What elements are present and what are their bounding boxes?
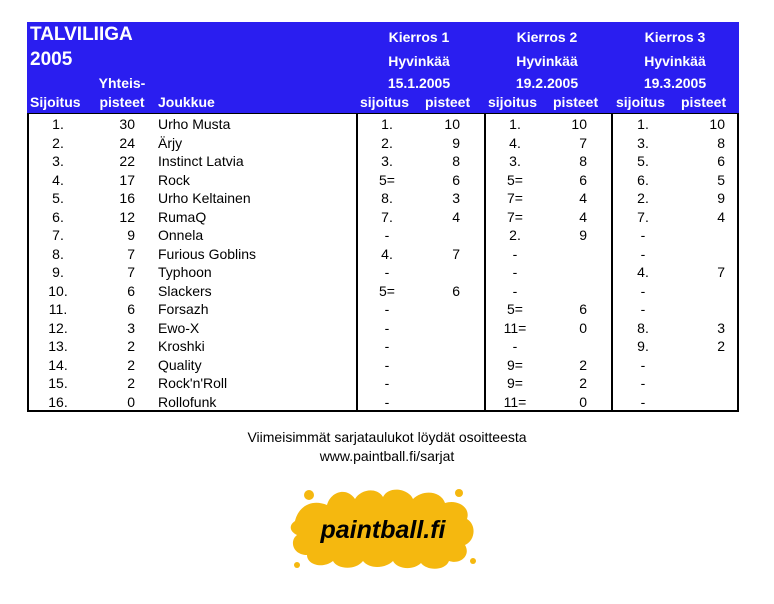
cell-rank: 12. — [48, 319, 68, 336]
cell-round-3-points: 4 — [717, 208, 725, 225]
cell-round-3-rank: - — [640, 375, 646, 391]
table-row — [29, 208, 737, 227]
cell-round-1-rank: 7. — [381, 208, 393, 225]
cell-round-3-rank: - — [640, 301, 646, 317]
cell-round-3-rank: - — [640, 282, 646, 299]
cell-team: Furious Goblins — [158, 245, 257, 262]
round-2-date: 19.2.2005 — [515, 75, 579, 91]
cell-team: Rollofunk — [158, 393, 217, 410]
round-3-rank-header: sijoitus — [616, 94, 666, 110]
cell-total-points: 22 — [119, 153, 135, 169]
cell-round-2-rank: 3. — [509, 153, 521, 169]
cell-team: Rock — [158, 171, 190, 188]
cell-round-2-points: 2 — [579, 375, 587, 391]
cell-team: Slackers — [158, 282, 212, 299]
cell-round-2-rank: 5= — [507, 301, 523, 317]
cell-rank: 10. — [48, 282, 68, 299]
table-row — [29, 134, 737, 153]
table-header — [27, 22, 739, 113]
cell-round-1-points: 6 — [452, 171, 460, 188]
cell-round-1-points: 9 — [452, 134, 460, 151]
table-row — [29, 115, 737, 134]
cell-round-1-rank: 8. — [381, 190, 393, 206]
cell-round-3-points: 7 — [717, 264, 725, 280]
cell-round-2-points: 0 — [579, 319, 587, 336]
cell-round-3-rank: 7. — [637, 208, 649, 225]
footer-line-1: Viimeisimmät sarjataulukot löydät osoitteesta — [247, 429, 527, 445]
cell-round-1-rank: - — [384, 338, 390, 354]
cell-team: Forsazh — [158, 301, 209, 317]
cell-round-1-points: 10 — [444, 116, 460, 132]
total-header-line2: pisteet — [99, 94, 145, 110]
round-2-rank-header: sijoitus — [488, 94, 538, 110]
cell-total-points: 0 — [127, 393, 135, 410]
cell-team: Rock'n'Roll — [158, 375, 228, 391]
table-row — [29, 189, 737, 208]
cell-round-2-points: 8 — [579, 153, 587, 169]
cell-round-3-rank: 2. — [637, 190, 649, 206]
cell-total-points: 7 — [127, 264, 135, 280]
cell-round-2-rank: 2. — [509, 227, 521, 243]
cell-rank: 13. — [48, 338, 68, 354]
cell-round-3-rank: 1. — [637, 116, 649, 132]
table-row — [29, 319, 737, 338]
footer-line-2[interactable]: www.paintball.fi/sarjat — [319, 448, 455, 464]
cell-round-3-points: 10 — [709, 116, 725, 132]
cell-round-1-rank: 1. — [381, 116, 393, 132]
cell-round-2-points: 0 — [579, 393, 587, 410]
cell-round-2-rank: - — [512, 282, 518, 299]
team-header: Joukkue — [158, 94, 215, 110]
table-row — [29, 393, 737, 412]
standings-sheet — [27, 22, 739, 412]
cell-rank: 15. — [48, 375, 68, 391]
cell-round-1-rank: 3. — [381, 153, 393, 169]
cell-round-3-rank: - — [640, 356, 646, 373]
cell-round-2-rank: - — [512, 264, 518, 280]
cell-total-points: 3 — [127, 319, 135, 336]
cell-round-3-points: 3 — [717, 319, 725, 336]
cell-round-1-rank: 2. — [381, 134, 393, 151]
cell-round-3-points: 8 — [717, 134, 725, 151]
cell-round-1-rank: - — [384, 393, 390, 410]
cell-total-points: 24 — [119, 134, 135, 151]
league-title: TALVILIIGA — [30, 24, 133, 45]
cell-total-points: 6 — [127, 282, 135, 299]
cell-round-1-points: 8 — [452, 153, 460, 169]
cell-round-3-rank: 5. — [637, 153, 649, 169]
cell-round-2-points: 10 — [571, 116, 587, 132]
cell-round-2-points: 9 — [579, 227, 587, 243]
cell-round-2-points: 6 — [579, 301, 587, 317]
cell-rank: 8. — [52, 245, 64, 262]
round-2-label: Kierros 2 — [516, 29, 578, 45]
cell-rank: 16. — [48, 393, 68, 410]
cell-team: Onnela — [158, 227, 204, 243]
cell-round-3-rank: 8. — [637, 319, 649, 336]
round-2-place: Hyvinkää — [516, 53, 578, 69]
cell-round-3-rank: 9. — [637, 338, 649, 354]
round-3-date: 19.3.2005 — [643, 75, 707, 91]
cell-round-1-points: 3 — [452, 190, 460, 206]
cell-round-1-rank: - — [384, 356, 390, 373]
cell-team: Typhoon — [158, 264, 212, 280]
cell-rank: 2. — [52, 134, 64, 151]
cell-round-3-points: 6 — [717, 153, 725, 169]
cell-rank: 5. — [52, 190, 64, 206]
cell-team: Kroshki — [158, 338, 205, 354]
cell-rank: 11. — [48, 301, 68, 317]
cell-round-3-rank: 6. — [637, 171, 649, 188]
paintball-logo — [289, 485, 477, 571]
cell-rank: 14. — [48, 356, 68, 373]
cell-round-1-points: 7 — [452, 245, 460, 262]
cell-team: Instinct Latvia — [158, 153, 244, 169]
cell-round-2-points: 4 — [579, 190, 587, 206]
round-3-label: Kierros 3 — [644, 29, 706, 45]
cell-rank: 3. — [52, 153, 64, 169]
table-row — [29, 152, 737, 171]
round-1-label: Kierros 1 — [388, 29, 450, 45]
cell-round-2-rank: 9= — [507, 356, 523, 373]
cell-round-2-rank: - — [512, 338, 518, 354]
cell-rank: 4. — [52, 171, 64, 188]
footer-note — [0, 428, 774, 466]
round-1-date: 15.1.2005 — [387, 75, 451, 91]
cell-team: Urho Musta — [158, 116, 231, 132]
cell-round-2-rank: - — [512, 245, 518, 262]
standings-table — [27, 113, 739, 412]
cell-team: Quality — [158, 356, 202, 373]
cell-round-2-points: 2 — [579, 356, 587, 373]
cell-round-2-points: 4 — [579, 208, 587, 225]
logo-text: paintball.fi — [320, 516, 446, 544]
cell-round-1-points: 6 — [452, 282, 460, 299]
table-row — [29, 226, 737, 245]
cell-round-2-rank: 1. — [509, 116, 521, 132]
table-row — [29, 300, 737, 319]
cell-rank: 6. — [52, 208, 64, 225]
league-year: 2005 — [30, 49, 73, 70]
table-row — [29, 171, 737, 190]
cell-team: RumaQ — [158, 208, 207, 225]
table-row — [29, 374, 737, 393]
cell-round-3-rank: - — [640, 227, 646, 243]
round-3-points-header: pisteet — [681, 94, 727, 110]
table-row — [29, 263, 737, 282]
cell-round-1-rank: - — [384, 375, 390, 391]
round-1-place: Hyvinkää — [388, 53, 450, 69]
cell-total-points: 16 — [119, 190, 135, 206]
cell-round-2-rank: 7= — [507, 208, 523, 225]
cell-round-2-rank: 4. — [509, 134, 521, 151]
cell-round-3-rank: - — [640, 393, 646, 410]
cell-round-1-rank: 5= — [379, 282, 395, 299]
cell-round-2-rank: 5= — [507, 171, 523, 188]
rank-header: Sijoitus — [30, 94, 81, 110]
cell-round-3-points: 5 — [717, 171, 725, 188]
table-row — [29, 282, 737, 301]
cell-total-points: 9 — [127, 227, 135, 243]
cell-total-points: 2 — [127, 338, 135, 354]
cell-round-3-points: 9 — [717, 190, 725, 206]
cell-round-3-rank: 4. — [637, 264, 649, 280]
round-1-rank-header: sijoitus — [360, 94, 410, 110]
cell-total-points: 2 — [127, 375, 135, 391]
cell-round-2-points: 6 — [579, 171, 587, 188]
cell-team: Urho Keltainen — [158, 190, 251, 206]
cell-total-points: 6 — [127, 301, 135, 317]
table-row — [29, 356, 737, 375]
cell-round-1-points: 4 — [452, 208, 460, 225]
cell-round-1-rank: 5= — [379, 171, 395, 188]
cell-total-points: 2 — [127, 356, 135, 373]
cell-round-2-points: 7 — [579, 134, 587, 151]
cell-round-1-rank: - — [384, 301, 390, 317]
round-1-points-header: pisteet — [425, 94, 471, 110]
cell-rank: 7. — [52, 227, 64, 243]
cell-rank: 9. — [52, 264, 64, 280]
cell-rank: 1. — [52, 116, 64, 132]
cell-round-1-rank: - — [384, 264, 390, 280]
cell-round-2-rank: 7= — [507, 190, 523, 206]
cell-total-points: 7 — [127, 245, 135, 262]
cell-round-2-rank: 9= — [507, 375, 523, 391]
cell-total-points: 30 — [119, 116, 135, 132]
cell-total-points: 12 — [119, 208, 135, 225]
cell-round-1-rank: 4. — [381, 245, 393, 262]
cell-round-3-rank: 3. — [637, 134, 649, 151]
round-3-place: Hyvinkää — [644, 53, 706, 69]
table-row — [29, 337, 737, 356]
cell-team: Ewo-X — [158, 319, 200, 336]
cell-round-1-rank: - — [384, 319, 390, 336]
cell-round-2-rank: 11= — [503, 319, 527, 336]
cell-team: Ärjy — [158, 134, 183, 151]
cell-round-3-rank: - — [640, 245, 646, 262]
cell-total-points: 17 — [119, 171, 135, 188]
cell-round-2-rank: 11= — [503, 393, 527, 410]
table-row — [29, 245, 737, 264]
cell-round-3-points: 2 — [717, 338, 725, 354]
cell-round-1-rank: - — [384, 227, 390, 243]
round-2-points-header: pisteet — [553, 94, 599, 110]
total-header-line1: Yhteis- — [98, 75, 146, 91]
